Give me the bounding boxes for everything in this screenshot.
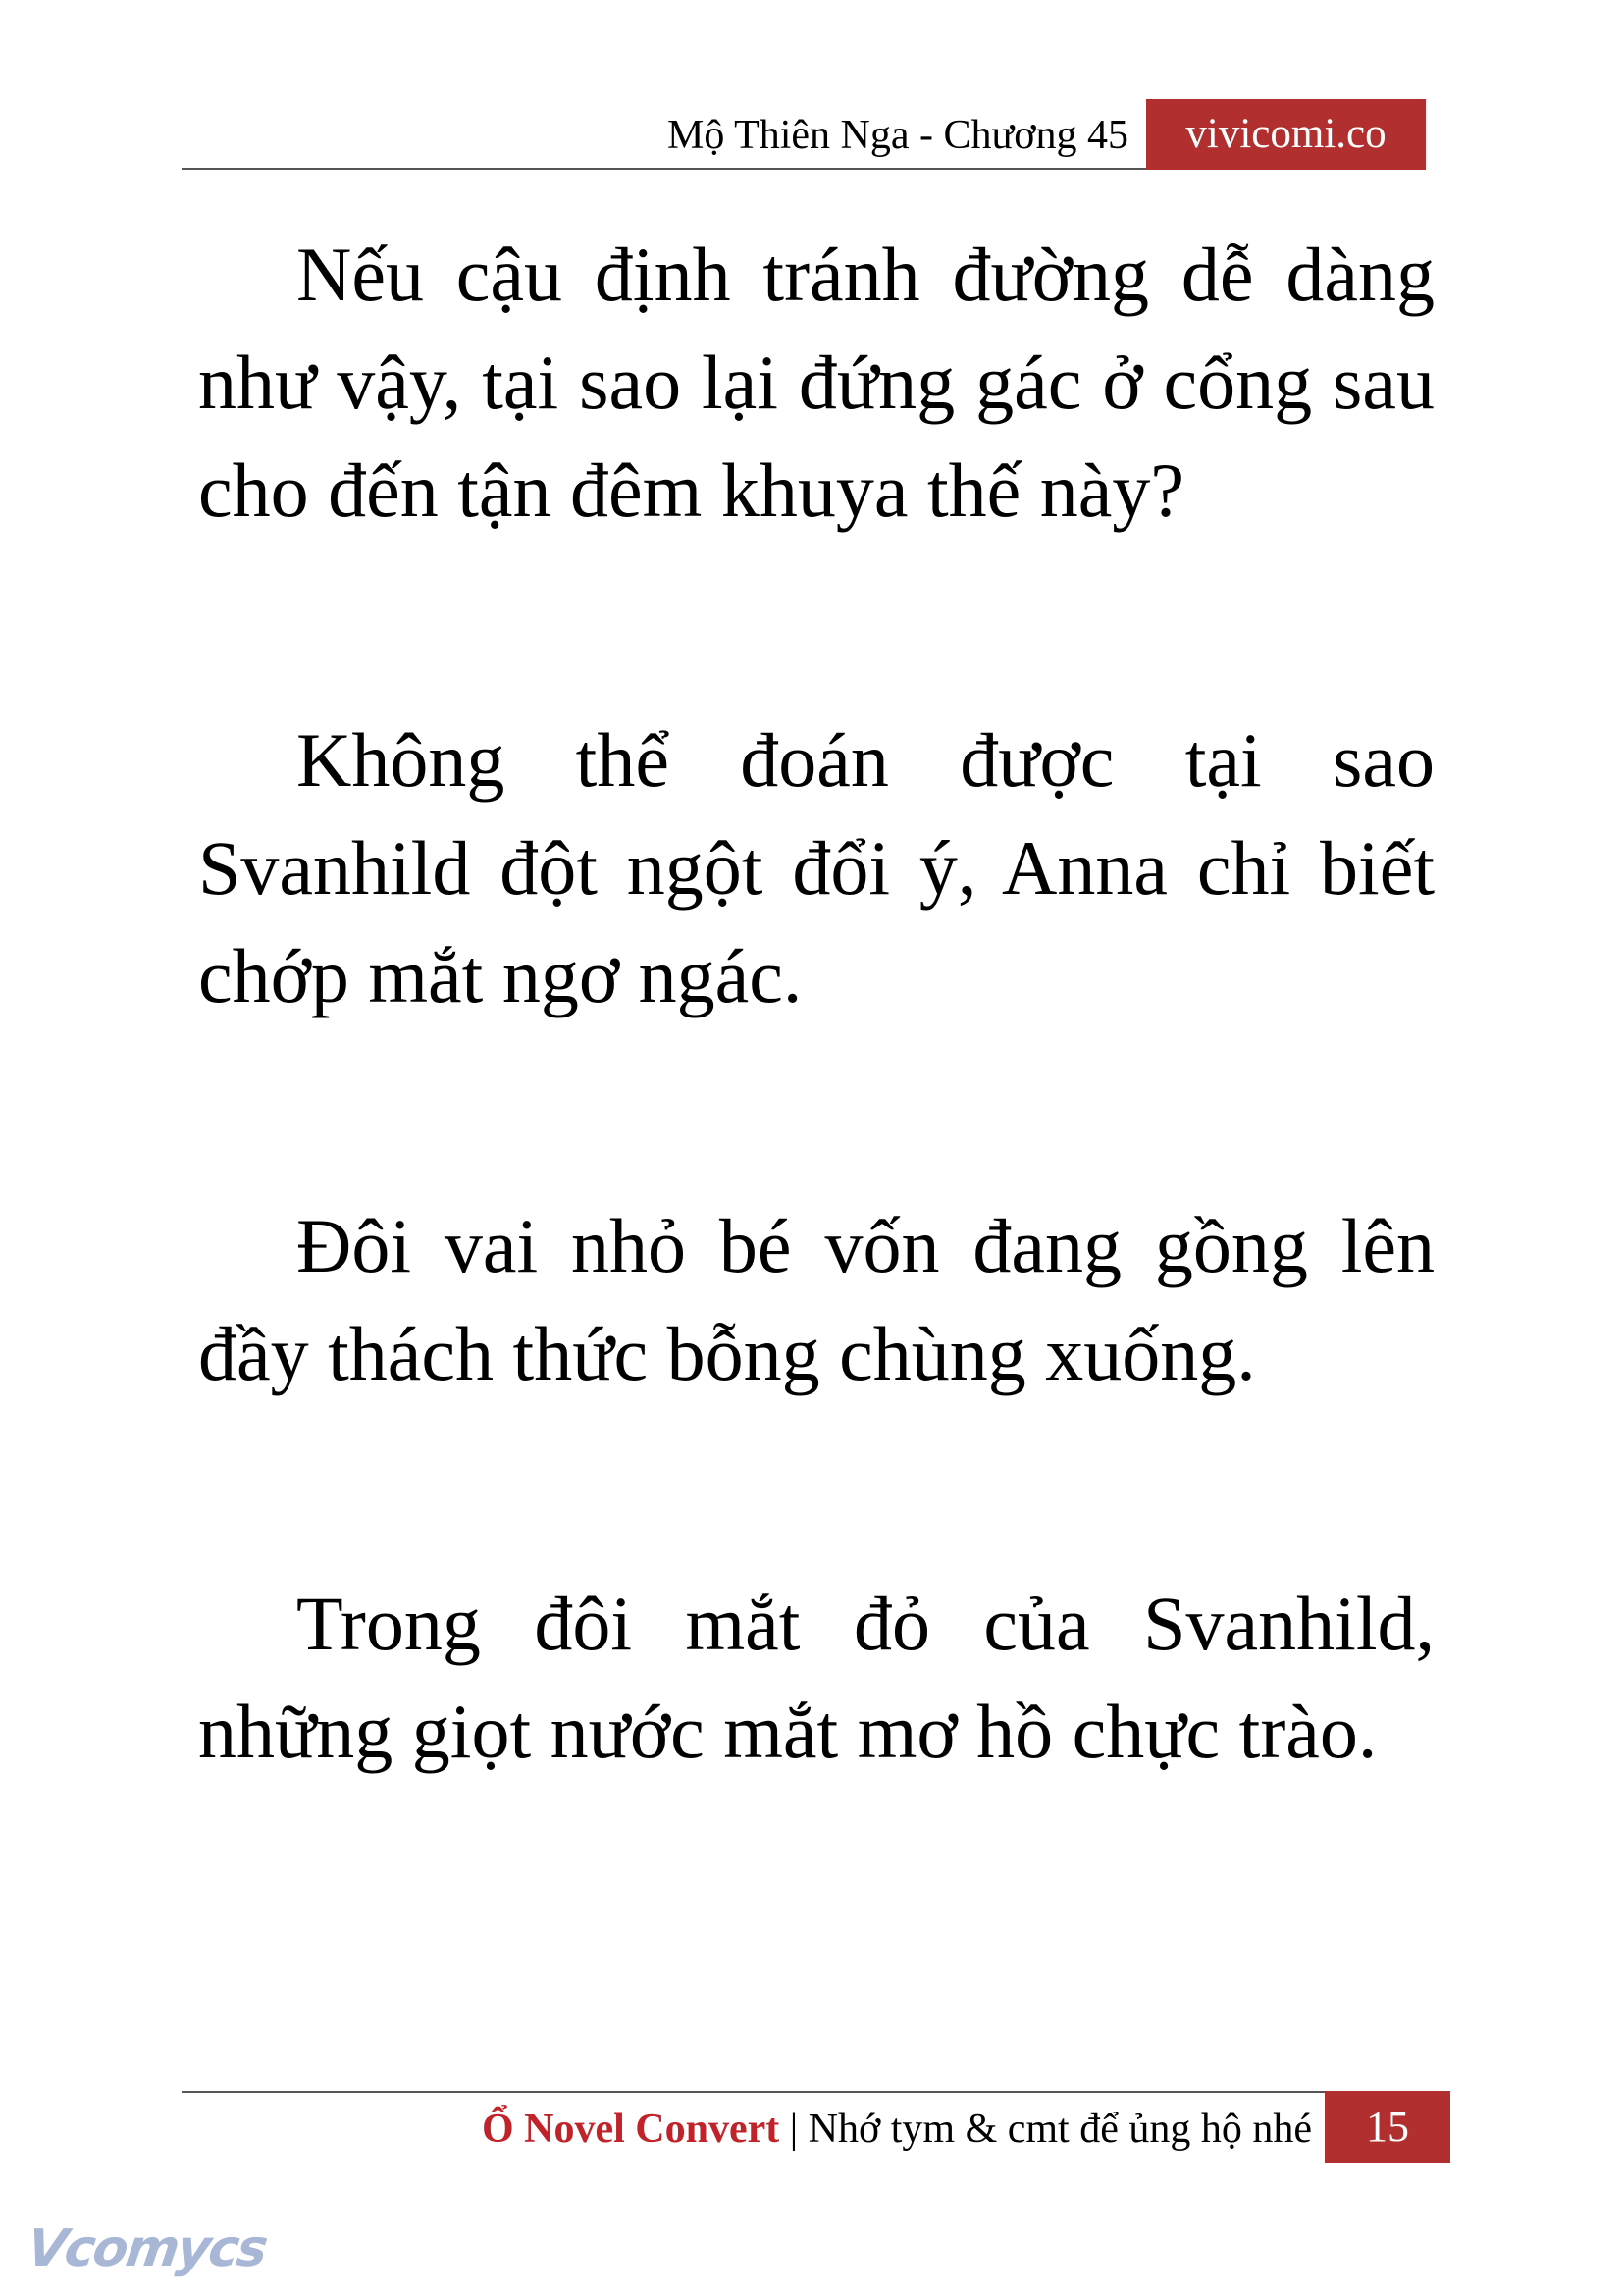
page-header	[0, 0, 1624, 172]
footer-separator: |	[789, 2107, 799, 2152]
chapter-title: Mộ Thiên Nga - Chương 45	[667, 113, 1128, 158]
footer-brand: Ổ Novel Convert	[481, 2107, 780, 2152]
watermark-logo: Vcomycs	[23, 2219, 270, 2278]
page-number: 15	[1325, 2091, 1450, 2163]
header-divider	[182, 168, 1146, 170]
site-badge: vivicomi.co	[1146, 99, 1426, 170]
chapter-body	[198, 221, 1435, 1948]
paragraph: Nếu cậu định tránh đường dễ dàng như vậy, tại sao lại đứng gác ở cổng sau cho đến tận đêm khuya thế này?	[198, 232, 1435, 533]
footer-divider	[182, 2091, 1325, 2093]
footer-note: Nhớ tym & cmt để ủng hộ nhé	[808, 2107, 1312, 2152]
paragraph: Đôi vai nhỏ bé vốn đang gồng lên đầy thách thức bỗng chùng xuống.	[198, 1203, 1435, 1396]
paragraph: Không thể đoán được tại sao Svanhild đột ngột đổi ý, Anna chỉ biết chớp mắt ngơ ngác.	[198, 717, 1435, 1018]
page-footer	[482, 2100, 1312, 2159]
paragraph: Trong đôi mắt đỏ của Svanhild, những giọt nước mắt mơ hồ chực trào.	[198, 1581, 1435, 1774]
